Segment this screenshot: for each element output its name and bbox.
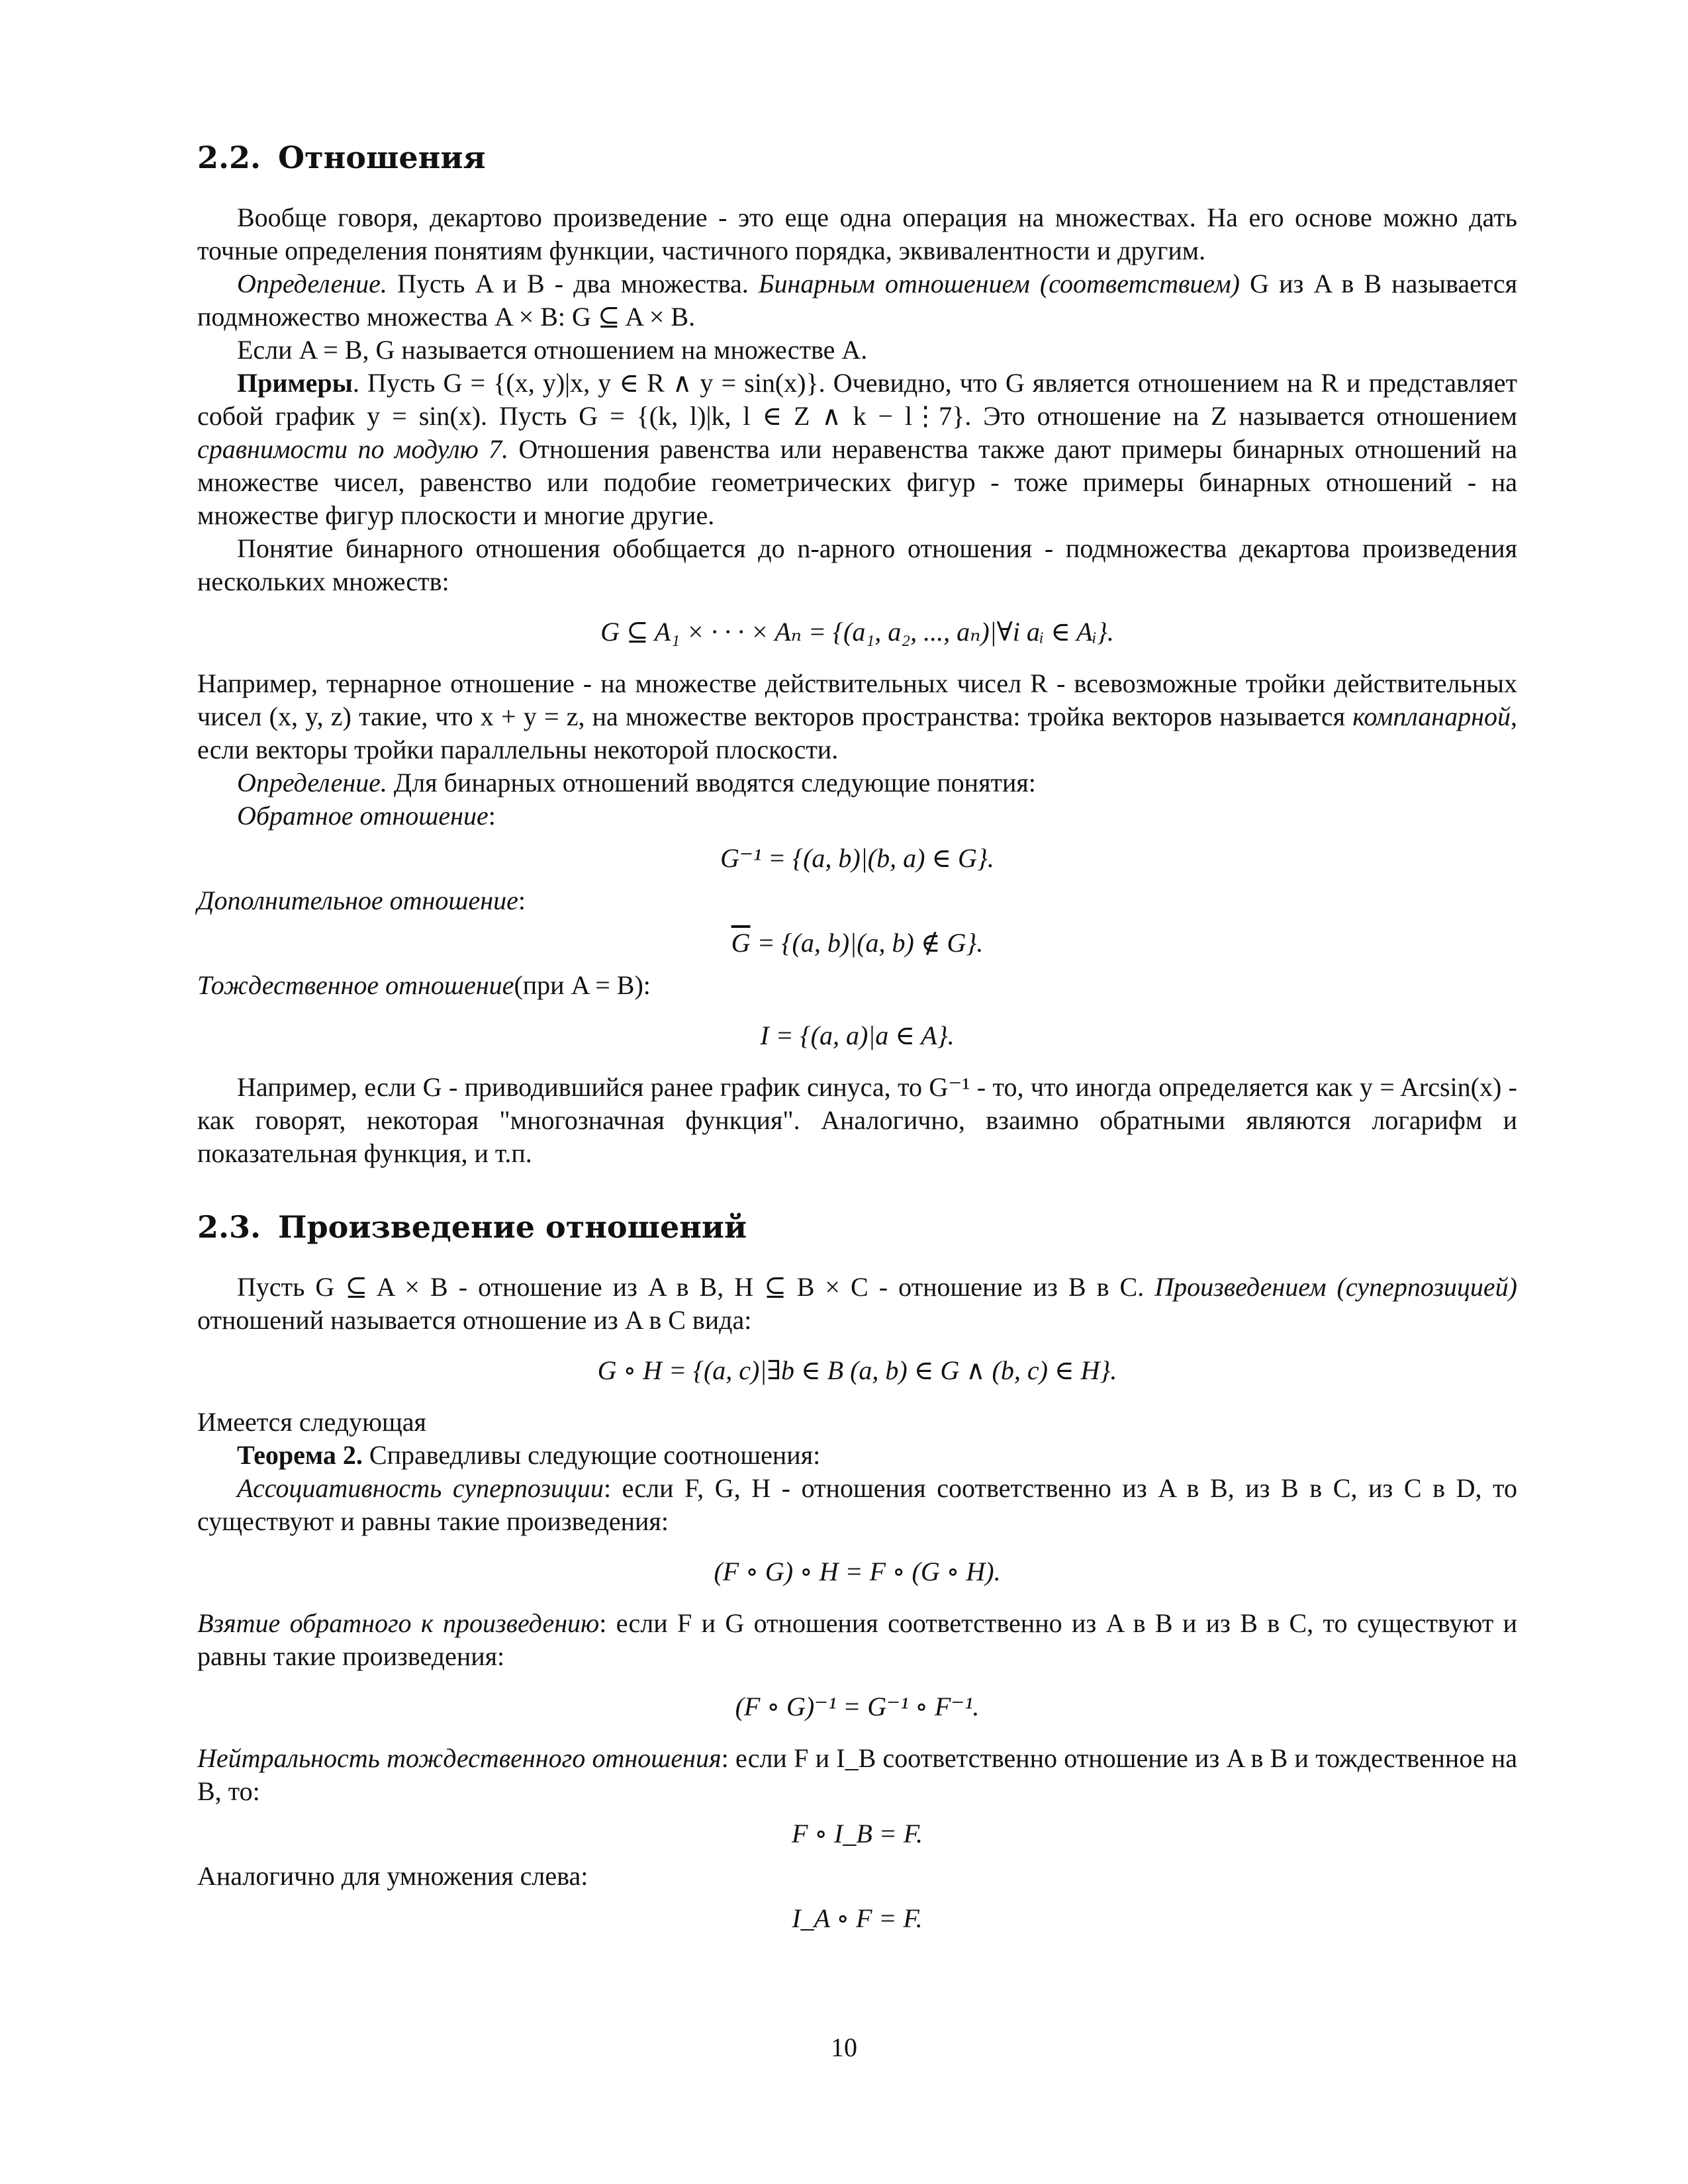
defined-term: компланарной [1352,702,1511,731]
definition-text: Для бинарных отношений вводятся следующие понятия: [387,768,1036,797]
formula: I = {(a, a)|a ∈ A}. [760,1021,955,1050]
definition-text: G из A в B называется подмножество множества A × B: G ⊆ A × B. [197,269,1517,332]
theorem-label: Теорема 2. [237,1440,363,1470]
section-number: 2.2. [197,140,261,175]
section-heading [197,139,1517,176]
examples-text: . Пусть G = {(x, y)|x, y ∈ R ∧ y = sin(x)}. Очевидно, что G является отношением на R и представляет собой график y = sin(x). Пусть G = {(k, l)|k, l ∈ Z ∧ k − l⋮7}. Это отношение на Z называется отношением [197,368,1517,431]
paragraph-text: отношений называется отношение из A в C вида: [197,1305,752,1335]
paragraph [197,667,1517,766]
definition-text: Пусть A и B - два множества. [387,269,759,298]
paragraph-text: Например, тернарное отношение - на множестве действительных чисел R - всевозможные тройки действительных чисел (x, y, z) такие, что x + y = z, на множестве векторов пространства: тройка векторов называется [197,668,1517,731]
formula: G⁻¹ = {(a, b)|(b, a) ∈ G}. [720,843,994,873]
term-colon: : [518,886,526,915]
paragraph: Имеется следующая [197,1407,426,1437]
section-title: Произведение отношений [278,1209,747,1245]
theorem-paragraph [197,1439,1517,1472]
section-number: 2.3. [197,1209,261,1245]
term-label: Тождественное отношение [197,970,514,1000]
page-number: 10 [831,2032,857,2062]
formula: (F ∘ G)⁻¹ = G⁻¹ ∘ F⁻¹. [735,1692,980,1721]
property-text: : если F, G, H - отношения соответственно из A в B, из B в C, из C в D, то существуют и равны такие произведения: [197,1473,1517,1536]
paragraph: Аналогично для умножения слева: [197,1861,588,1891]
formula: I_A ∘ F = F. [792,1903,923,1933]
formula [197,927,1517,960]
formula: (F ∘ G) ∘ H = F ∘ (G ∘ H). [714,1557,1001,1586]
document-page [197,139,1517,1944]
definition-paragraph [197,267,1517,334]
property-text: : если F и I_B соответственно отношение из A в B и тождественное на B, то: [197,1743,1518,1806]
defined-term: Бинарным отношением (соответствием) [758,269,1240,298]
property-label: Взятие обратного к произведению [197,1608,600,1638]
term-condition: (при A = B): [514,970,651,1000]
defined-term: сравнимости по модулю 7. [197,434,509,464]
term-line [197,969,1517,1002]
formula: G ⊆ A₁ × · · · × Aₙ = {(a₁, a₂, ..., aₙ)|∀i aᵢ ∈ Aᵢ}. [600,617,1114,647]
defined-term: Произведением (суперпозицией) [1154,1272,1517,1302]
definition-label: Определение. [237,269,387,298]
formula: F ∘ I_B = F. [791,1819,923,1848]
term-line [197,884,1517,917]
formula-text: = {(a, b)|(a, b) ∉ G}. [750,928,984,958]
paragraph: Вообще говоря, декартово произведение - это еще одна операция на множествах. На его основе можно дать точные определения понятиям функции, частичного порядка, эквивалентности и другим. [197,203,1517,265]
overlined-symbol: $\overline{G}$ [731,928,751,958]
property-text: : если F и G отношения соответственно из A в B и из B в C, то существуют и равны такие произведения: [197,1608,1517,1671]
section-heading [197,1208,1517,1246]
paragraph: Понятие бинарного отношения обобщается до n-арного отношения - подмножества декартова произведения нескольких множеств: [197,533,1517,596]
theorem-text: Справедливы следующие соотношения: [362,1440,821,1470]
term-colon: : [488,801,496,831]
examples-paragraph [197,367,1517,532]
property-label: Нейтральность тождественного отношения [197,1743,722,1773]
examples-text: Отношения равенства или неравенства также дают примеры бинарных отношений на множестве чисел, равенство или подобие геометрических фигур - тоже примеры бинарных отношений - на множестве фигур плоскости и многие другие. [197,434,1517,530]
definition-label: Определение. [237,768,387,797]
property-paragraph [197,1472,1517,1538]
property-label: Ассоциативность суперпозиции [237,1473,604,1503]
paragraph [197,1271,1517,1337]
paragraph-text: , если векторы тройки параллельны некоторой плоскости. [197,702,1517,764]
examples-label: Примеры [237,368,353,398]
paragraph: Если A = B, G называется отношением на множестве A. [237,335,868,365]
section-title: Отношения [278,140,486,175]
term-line [197,799,1517,833]
paragraph: Например, если G - приводившийся ранее график синуса, то G⁻¹ - то, что иногда определяется как y = Arcsin(x) - как говорят, некоторая "многозначная функция". Аналогично, взаимно обратными являются логарифм и показательная функция, и т.п. [197,1072,1517,1168]
property-paragraph [197,1607,1517,1673]
term-label: Обратное отношение [237,801,489,831]
term-label: Дополнительное отношение [197,886,518,915]
definition-paragraph [197,766,1517,799]
paragraph-text: Пусть G ⊆ A × B - отношение из A в B, H ⊆ B × C - отношение из B в C. [237,1272,1155,1302]
formula: G ∘ H = {(a, c)|∃b ∈ B (a, b) ∈ G ∧ (b, c) ∈ H}. [597,1355,1117,1385]
property-paragraph [197,1742,1517,1808]
